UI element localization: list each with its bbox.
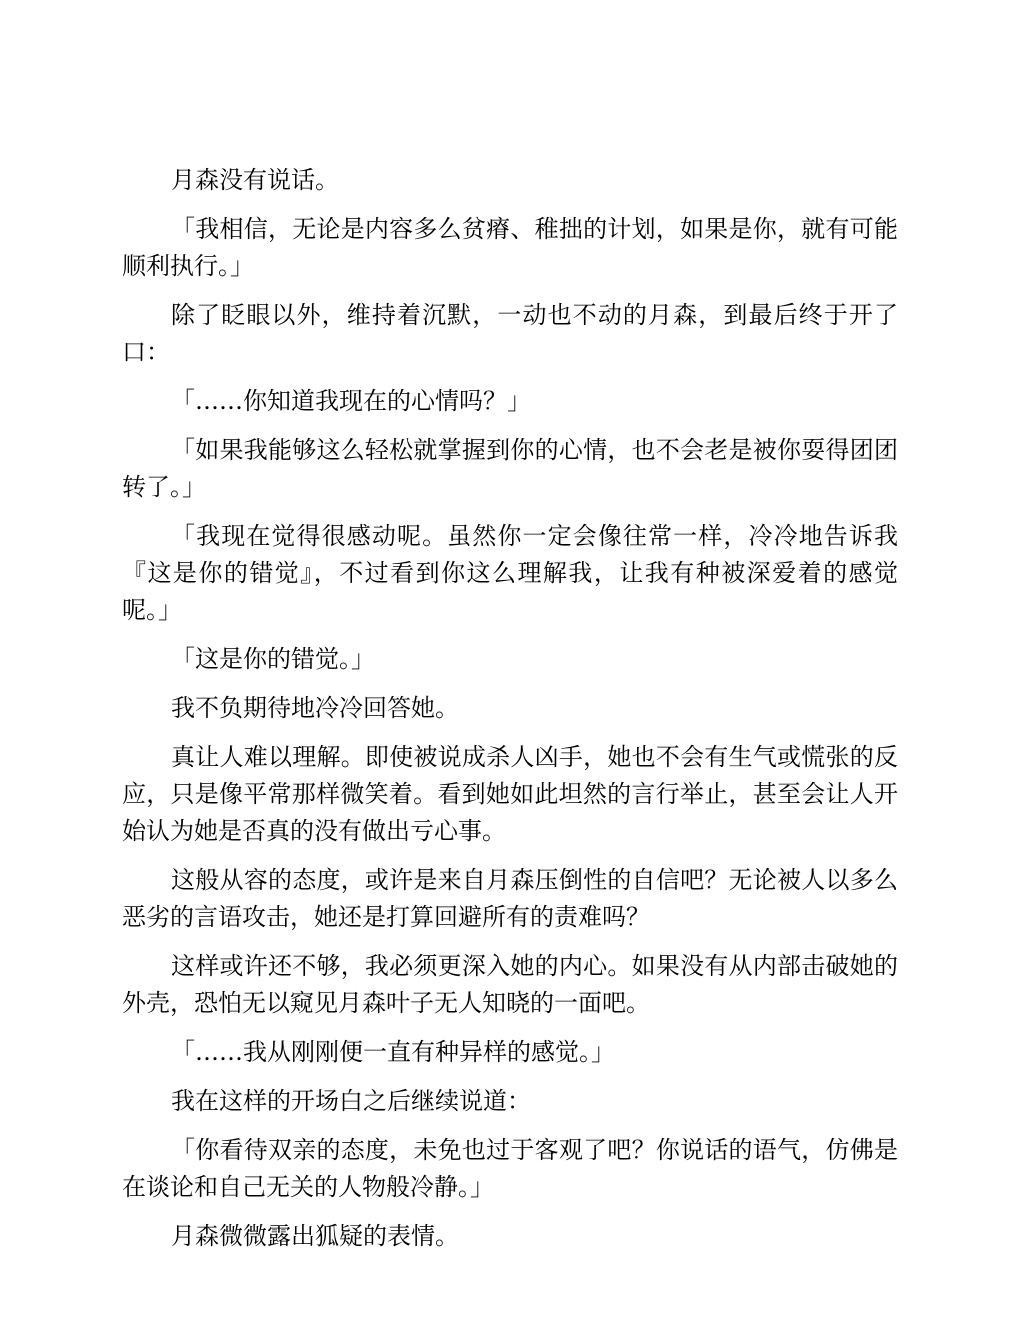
paragraph: 我在这样的开场白之后继续说道： xyxy=(171,1087,531,1115)
paragraph: 「这是你的错觉。」 xyxy=(171,645,375,673)
paragraph: 我不负期待地冷冷回答她。 xyxy=(171,694,459,722)
paragraph: 这样或许还不够，我必须更深入她的内心。如果没有从内部击破她的外壳，恐怕无以窥见月森叶子无人知晓的一面吧。 xyxy=(122,952,898,1017)
paragraph: 「我相信，无论是内容多么贫瘠、稚拙的计划，如果是你，就有可能顺利执行。」 xyxy=(122,215,898,280)
paragraph: 「……我从刚刚便一直有种异样的感觉。」 xyxy=(171,1038,615,1066)
paragraph: 「你看待双亲的态度，未免也过于客观了吧？你说话的语气，仿佛是在谈论和自己无关的人物般冷静。」 xyxy=(122,1136,898,1201)
paragraph: 这般从容的态度，或许是来自月森压倒性的自信吧？无论被人以多么恶劣的言语攻击，她还是打算回避所有的责难吗？ xyxy=(122,866,898,931)
body-text xyxy=(122,162,898,1267)
paragraph: 「……你知道我现在的心情吗？」 xyxy=(171,387,531,415)
paragraph: 「如果我能够这么轻松就掌握到你的心情，也不会老是被你耍得团团转了。」 xyxy=(122,436,898,501)
paragraph: 月森微微露出狐疑的表情。 xyxy=(171,1222,459,1250)
paragraph: 「我现在觉得很感动呢。虽然你一定会像往常一样，冷冷地告诉我『这是你的错觉』，不过看到你这么理解我，让我有种被深爱着的感觉呢。」 xyxy=(122,522,898,624)
paragraph: 真让人难以理解。即使被说成杀人凶手，她也不会有生气或慌张的反应，只是像平常那样微笑着。看到她如此坦然的言行举止，甚至会让人开始认为她是否真的没有做出亏心事。 xyxy=(122,743,898,845)
paragraph: 除了眨眼以外，维持着沉默，一动也不动的月森，到最后终于开了口： xyxy=(122,301,898,366)
paragraph: 月森没有说话。 xyxy=(171,166,339,194)
